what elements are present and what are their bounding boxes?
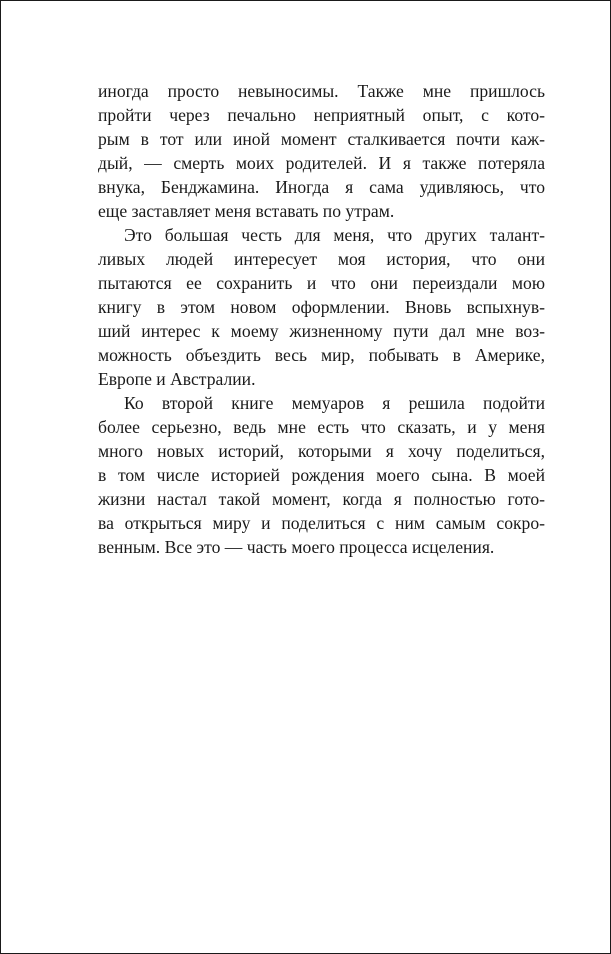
text-line: ва открыться миру и поделиться с ним самым сокро- bbox=[98, 513, 545, 533]
text-line: иногда просто невыносимы. Также мне пришлось bbox=[98, 81, 545, 101]
text-line: венным. Все это — часть моего процесса исцеления. bbox=[98, 537, 495, 557]
text-line: более серьезно, ведь мне есть что сказать, и у меня bbox=[98, 417, 545, 437]
text-line: много новых историй, которыми я хочу поделиться, bbox=[98, 441, 545, 461]
text-line: рым в тот или иной момент сталкивается почти каж- bbox=[98, 129, 545, 149]
text-line: Ко второй книге мемуаров я решила подойти bbox=[124, 393, 545, 413]
text-line: Это большая честь для меня, что других талант- bbox=[124, 225, 545, 245]
text-line: жизни настал такой момент, когда я полностью гото- bbox=[98, 489, 545, 509]
text-line: пытаются ее сохранить и что они переиздали мою bbox=[98, 273, 545, 293]
text-line: ливых людей интересует моя история, что они bbox=[98, 249, 545, 269]
text-line: Европе и Австралии. bbox=[98, 369, 256, 389]
text-line: дый, — смерть моих родителей. И я также потеряла bbox=[98, 153, 545, 173]
body-text bbox=[98, 79, 545, 559]
text-line: ший интерес к моему жизненному пути дал мне воз- bbox=[98, 321, 545, 341]
text-line: пройти через печально неприятный опыт, с кото- bbox=[98, 105, 545, 125]
text-line: внука, Бенджамина. Иногда я сама удивляюсь, что bbox=[98, 177, 545, 197]
text-line: можность объездить весь мир, побывать в Америке, bbox=[98, 345, 545, 365]
text-line: еще заставляет меня вставать по утрам. bbox=[98, 201, 395, 221]
text-line: книгу в этом новом оформлении. Вновь вспыхнув- bbox=[98, 297, 545, 317]
text-line: в том числе историей рождения моего сына. В моей bbox=[98, 465, 545, 485]
